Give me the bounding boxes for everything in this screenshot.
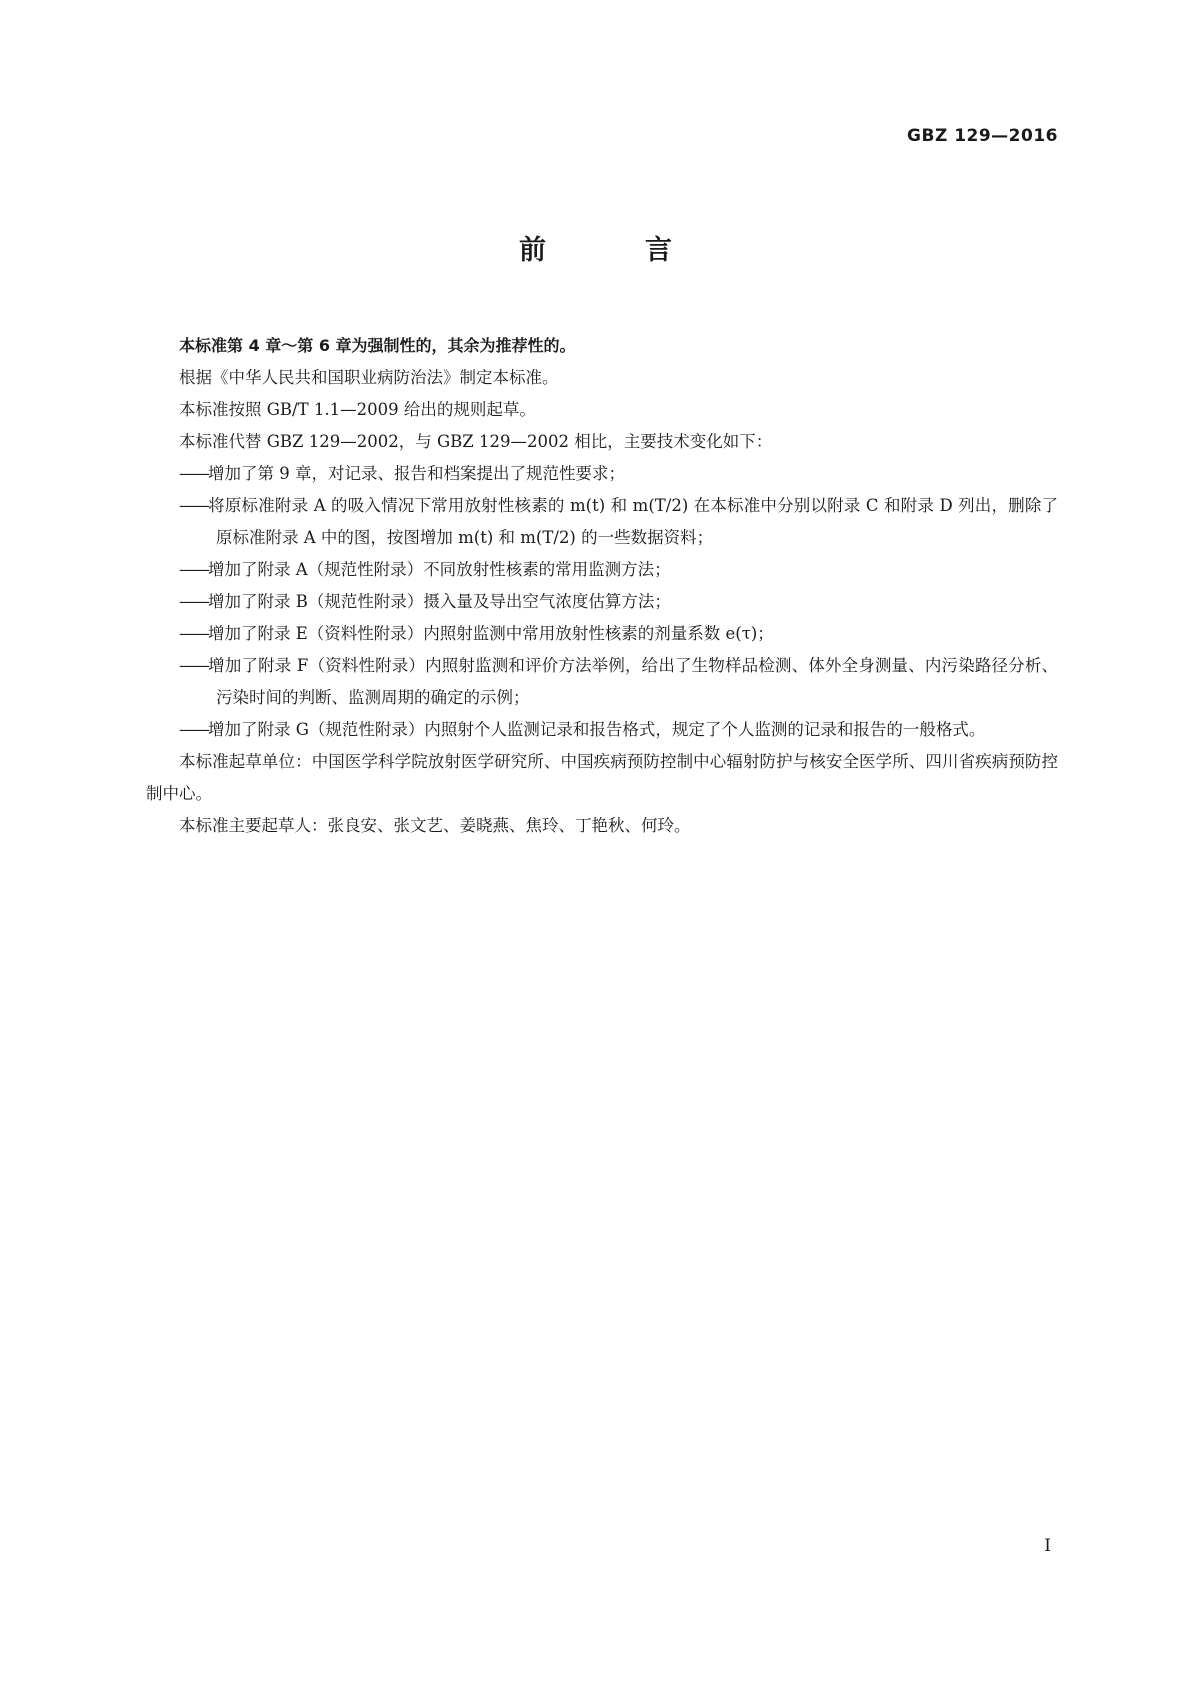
list-item-text: 将原标准附录 A 的吸入情况下常用放射性核素的 m(t) 和 m(T/2) 在本标准中分别以附录 C 和附录 D 列出，删除了原标准附录 A 中的图，按图增加 m(t) 和 m(T/2) 的一些数据资料； bbox=[208, 496, 1058, 547]
list-dash: —— bbox=[179, 656, 208, 675]
list-item bbox=[146, 586, 1058, 618]
drafters-paragraph: 本标准主要起草人：张良安、张文艺、姜晓燕、焦玲、丁艳秋、何玲。 bbox=[179, 816, 691, 835]
standard-code: GBZ 129—2016 bbox=[907, 126, 1058, 146]
list-dash: —— bbox=[179, 624, 208, 643]
list-item bbox=[146, 714, 1058, 746]
list-item-text: 增加了附录 E（资料性附录）内照射监测中常用放射性核素的剂量系数 e(τ)； bbox=[208, 624, 774, 643]
legal-basis-paragraph: 根据《中华人民共和国职业病防治法》制定本标准。 bbox=[179, 368, 559, 387]
drafting-units-paragraph: 本标准起草单位：中国医学科学院放射医学研究所、中国疾病预防控制中心辐射防护与核安全医学所、四川省疾病预防控制中心。 bbox=[146, 752, 1058, 803]
list-item bbox=[146, 650, 1058, 714]
list-dash: —— bbox=[179, 496, 208, 515]
list-item bbox=[146, 490, 1058, 554]
page-number: I bbox=[1044, 1536, 1051, 1556]
list-dash: —— bbox=[179, 720, 208, 739]
replacement-paragraph: 本标准代替 GBZ 129—2002，与 GBZ 129—2002 相比，主要技术变化如下： bbox=[179, 432, 773, 451]
list-item-text: 增加了附录 G（规范性附录）内照射个人监测记录和报告格式，规定了个人监测的记录和报告的一般格式。 bbox=[208, 720, 986, 739]
list-item bbox=[146, 618, 1058, 650]
page-title: 前 言 bbox=[519, 235, 708, 266]
list-item-text: 增加了附录 A（规范性附录）不同放射性核素的常用监测方法； bbox=[208, 560, 671, 579]
list-dash: —— bbox=[179, 464, 208, 483]
list-item-text: 增加了附录 F（资料性附录）内照射监测和评价方法举例，给出了生物样品检测、体外全身测量、内污染路径分析、污染时间的判断、监测周期的确定的示例； bbox=[208, 656, 1058, 707]
list-item bbox=[146, 458, 1058, 490]
list-dash: —— bbox=[179, 560, 208, 579]
list-item-text: 增加了附录 B（规范性附录）摄入量及导出空气浓度估算方法； bbox=[208, 592, 671, 611]
list-item bbox=[146, 554, 1058, 586]
list-dash: —— bbox=[179, 592, 208, 611]
foreword-content bbox=[146, 330, 1058, 842]
drafting-rules-paragraph: 本标准按照 GB/T 1.1—2009 给出的规则起草。 bbox=[179, 400, 536, 419]
list-item-text: 增加了第 9 章，对记录、报告和档案提出了规范性要求； bbox=[208, 464, 625, 483]
changes-list bbox=[146, 458, 1058, 746]
mandatory-statement: 本标准第 4 章～第 6 章为强制性的，其余为推荐性的。 bbox=[179, 336, 576, 355]
